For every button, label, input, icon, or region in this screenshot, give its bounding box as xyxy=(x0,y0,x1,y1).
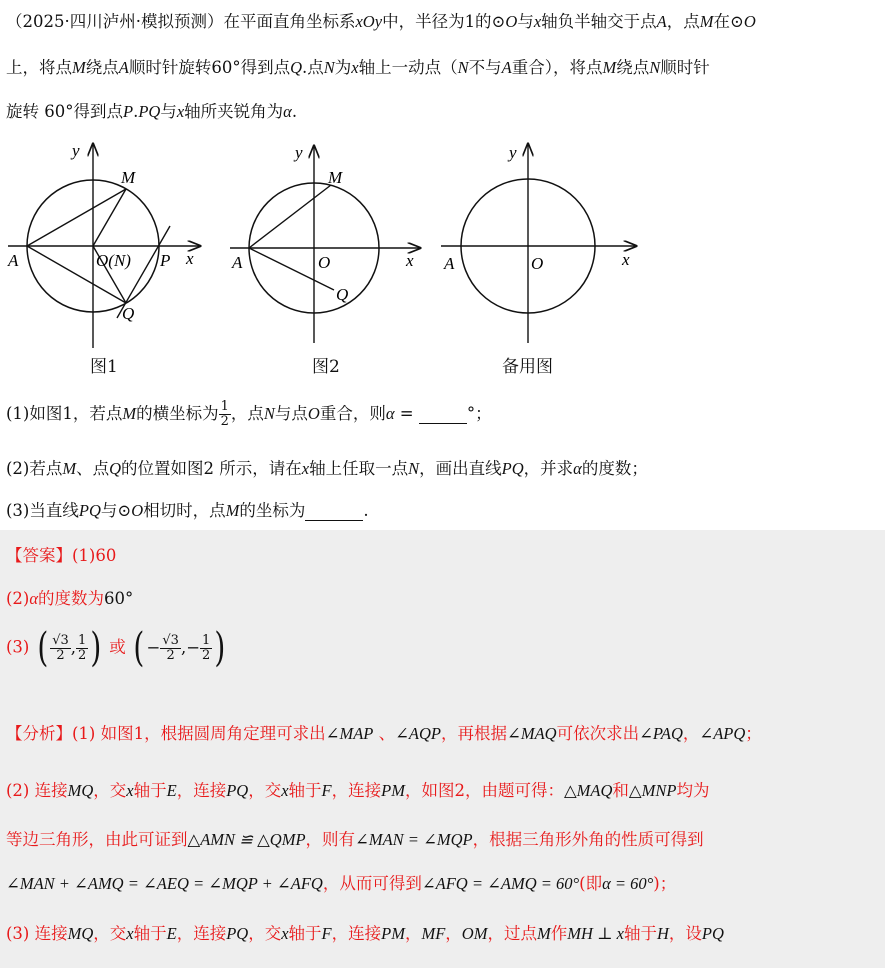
fig1-label-x: x xyxy=(186,249,194,268)
fig2-label-o: O xyxy=(318,253,331,272)
text: ，交 xyxy=(248,781,282,800)
text: 轴于 xyxy=(623,924,657,943)
math: F xyxy=(321,924,332,943)
analysis-2 xyxy=(6,777,709,801)
frac-1-2 xyxy=(76,634,88,662)
text: (3)当直线 xyxy=(6,501,79,520)
fig3-label-y: y xyxy=(509,143,517,162)
var-n: N xyxy=(457,58,469,77)
var-a: A xyxy=(656,12,667,31)
text: 、点 xyxy=(76,459,110,478)
math: PQ xyxy=(701,924,724,943)
math: x xyxy=(126,924,134,943)
text: 的度数； xyxy=(581,459,648,478)
analysis-tag: 【分析】 xyxy=(6,724,72,743)
text: 等边三角形，由此可证到 xyxy=(6,830,188,849)
frac-sqrt3-2 xyxy=(50,634,71,662)
or-text: 或 xyxy=(109,637,126,657)
fig1-label-m: M xyxy=(121,168,136,187)
answer-2-value: 60° xyxy=(104,589,134,608)
frac-den: 2 xyxy=(166,647,175,663)
math: MH ⊥ xyxy=(567,924,617,943)
text: 的坐标为 xyxy=(239,501,306,520)
var-p: P xyxy=(123,102,134,121)
var-x: x xyxy=(533,12,542,31)
var-alpha: α xyxy=(283,102,292,121)
fig2-am xyxy=(249,185,331,248)
fig3-label-o: O xyxy=(531,254,544,273)
frac-num: √3 xyxy=(162,632,179,648)
text: 的位置如图2 所示，请在 xyxy=(121,459,302,478)
text: ，则有 xyxy=(305,830,356,849)
text: 上，将点 xyxy=(6,58,72,77)
text: 轴于 xyxy=(133,781,167,800)
text: （2025·四川泸州·模拟预测）在平面直角坐标系 xyxy=(6,12,356,31)
answer-3 xyxy=(6,625,228,671)
math: E xyxy=(166,924,177,943)
text: 与 xyxy=(160,102,177,121)
math: PM xyxy=(381,924,405,943)
math: x xyxy=(281,781,289,800)
answer-1-text: (1)60 xyxy=(72,546,117,565)
math: α = 60° xyxy=(602,874,654,893)
math: ∠MAN = ∠MQP xyxy=(355,830,473,849)
math: ∠AQP xyxy=(395,724,442,743)
text: ，设 xyxy=(668,924,702,943)
var-xoy: xOy xyxy=(355,12,383,31)
math: OM xyxy=(461,924,488,943)
answer-tag: 【答案】 xyxy=(6,546,72,565)
text: 在⊙ xyxy=(713,12,744,31)
math: x xyxy=(281,924,289,943)
text: . xyxy=(363,501,369,520)
text: 和 xyxy=(612,781,629,800)
text: ，画出直线 xyxy=(419,459,502,478)
math: M xyxy=(536,924,551,943)
var-n: N xyxy=(649,58,661,77)
var-alpha: α xyxy=(385,404,395,423)
var-x: x xyxy=(176,102,185,121)
var-x: x xyxy=(351,58,359,77)
analysis-1 xyxy=(6,720,762,744)
math: MQ xyxy=(67,781,94,800)
text: ，如图2，由题可得： xyxy=(404,781,564,800)
fig2-label-m: M xyxy=(328,168,343,187)
analysis-5 xyxy=(6,920,724,944)
figure-3 xyxy=(441,143,636,343)
text: ，点 xyxy=(230,404,264,423)
fig1-label-p: P xyxy=(160,251,171,270)
text: 轴于 xyxy=(288,924,322,943)
text: 轴上任取一点 xyxy=(309,459,409,478)
math: ∠MAN + ∠AMQ = ∠AEQ = ∠MQP + ∠AFQ xyxy=(6,874,323,893)
fig1-mo xyxy=(93,189,126,246)
problem-line-3: 旋转 60°得到点P.PQ与x轴所夹锐角为α. xyxy=(6,102,298,121)
text: 重合，则 xyxy=(319,404,386,423)
text: ，连接 xyxy=(176,924,227,943)
text: 相切时，点 xyxy=(143,501,226,520)
var-m: M xyxy=(225,501,240,520)
fraction-half xyxy=(219,400,231,428)
var-m: M xyxy=(602,58,617,77)
var-pq: PQ xyxy=(501,459,524,478)
var-n: N xyxy=(408,459,420,478)
frac-num: 1 xyxy=(220,399,229,415)
var-m: M xyxy=(62,459,77,478)
math: ∠MAP xyxy=(325,724,374,743)
text: 与点 xyxy=(274,404,308,423)
text: 不与 xyxy=(468,58,502,77)
text: ，再根据 xyxy=(441,724,508,743)
answer-2 xyxy=(6,585,133,609)
math: MF xyxy=(421,924,446,943)
math: ∠MAQ xyxy=(507,724,557,743)
var-q: Q xyxy=(109,459,122,478)
text: ， xyxy=(445,924,462,943)
var-pq: PQ xyxy=(78,501,101,520)
comma: , xyxy=(180,637,187,657)
text: ，过点 xyxy=(487,924,537,943)
text: ，连接 xyxy=(331,924,382,943)
text: ，点 xyxy=(666,12,700,31)
var-alpha: α xyxy=(573,459,582,478)
text: ， xyxy=(682,724,700,743)
frac-den: 2 xyxy=(202,647,211,663)
analysis-3 xyxy=(6,826,704,850)
text: ，连接 xyxy=(176,781,227,800)
frac-den: 2 xyxy=(220,414,229,429)
text: 轴负半轴交于点 xyxy=(541,12,657,31)
text: = xyxy=(394,404,419,423)
text: 的横坐标为 xyxy=(136,404,219,423)
figure-2 xyxy=(230,143,420,343)
text: 轴于 xyxy=(288,781,322,800)
problem-line-2 xyxy=(6,54,710,78)
var-pq: PQ xyxy=(138,102,161,121)
var-n: N xyxy=(263,404,275,423)
text: ； xyxy=(745,724,762,743)
math: H xyxy=(656,924,669,943)
text: 可依次求出 xyxy=(556,724,640,743)
math: F xyxy=(321,781,332,800)
text: (1)如图1，若点 xyxy=(6,404,123,423)
fig2-caption: 图2 xyxy=(312,357,340,377)
var-o: O xyxy=(743,12,756,31)
var-m: M xyxy=(72,58,86,77)
frac-den: 2 xyxy=(78,647,87,663)
math: x xyxy=(126,781,134,800)
math: PQ xyxy=(226,781,249,800)
text: ，从而可得到 xyxy=(322,874,422,893)
var-o: O xyxy=(505,12,518,31)
text: 均为 xyxy=(676,781,710,800)
text: 绕点 xyxy=(85,58,119,77)
var-a: A xyxy=(501,58,512,77)
question-1 xyxy=(6,400,492,429)
math: ∠PAQ xyxy=(639,724,683,743)
frac-num: 1 xyxy=(78,632,87,648)
fig3-label-a: A xyxy=(444,254,455,273)
analysis-4 xyxy=(6,870,676,894)
comma: , xyxy=(70,637,77,657)
var-m: M xyxy=(122,404,137,423)
var-n: N xyxy=(323,58,335,77)
text: ，交 xyxy=(248,924,282,943)
answer-1 xyxy=(6,542,116,566)
fig1-label-q: Q xyxy=(122,304,135,323)
text: 顺时针 xyxy=(660,58,710,77)
math: ∠AFQ = ∠AMQ = 60° xyxy=(421,874,580,893)
fig1-caption: 图1 xyxy=(90,357,118,377)
minus: − xyxy=(186,637,201,657)
text: ，连接 xyxy=(331,781,382,800)
text: 轴于 xyxy=(133,924,167,943)
math: ∠APQ xyxy=(699,724,746,743)
math: PQ xyxy=(226,924,249,943)
text: (2)若点 xyxy=(6,459,63,478)
fig1-label-a: A xyxy=(8,251,19,270)
var-x: x xyxy=(301,459,310,478)
text: 中，半径为1的⊙ xyxy=(382,12,506,31)
var-m: M xyxy=(699,12,714,31)
text: ，根据三角形外角的性质可得到 xyxy=(472,830,704,849)
math: x xyxy=(616,924,624,943)
question-2 xyxy=(6,455,648,479)
var-o: O xyxy=(131,501,144,520)
text: ， xyxy=(404,924,422,943)
text: (即 xyxy=(579,874,603,893)
text: 与⊙ xyxy=(100,501,132,520)
answer-3-expression: ( $\frac{√3}{2}$ , $\frac{1}{2}$ ) xyxy=(36,625,102,671)
text: 轴上一动点（ xyxy=(358,58,458,77)
frac-sqrt3-2 xyxy=(160,634,181,662)
fig1-am xyxy=(27,189,126,246)
text: 顺时针旋转60°得到点 xyxy=(128,58,291,77)
text: ，并求 xyxy=(523,459,574,478)
text: .点 xyxy=(302,58,324,77)
text: (2) 连接 xyxy=(6,781,68,800)
math: △AMN ≌ △QMP xyxy=(187,830,306,849)
frac-1-2 xyxy=(200,634,212,662)
fig3-caption: 备用图 xyxy=(502,357,553,377)
frac-num: 1 xyxy=(202,632,211,648)
fig2-label-a: A xyxy=(232,253,243,272)
text: 与 xyxy=(517,12,534,31)
answer-blank-1 xyxy=(419,404,467,424)
var-alpha: α xyxy=(29,589,39,608)
fig1-label-y: y xyxy=(72,141,80,160)
text: 为 xyxy=(334,58,352,77)
text: (2) xyxy=(6,589,30,608)
fig3-label-x: x xyxy=(622,250,630,269)
frac-den: 2 xyxy=(56,647,65,663)
math: MQ xyxy=(67,924,94,943)
text: (1) 如图1，根据圆周角定理可求出 xyxy=(72,724,326,743)
text: ，交 xyxy=(93,924,127,943)
fig1-label-on: O(N) xyxy=(96,251,131,270)
text: ，交 xyxy=(93,781,127,800)
text: 旋转 60°得到点 xyxy=(6,102,123,121)
text: 绕点 xyxy=(616,58,650,77)
frac-num: √3 xyxy=(52,632,69,648)
fig2-label-x: x xyxy=(406,251,414,270)
figure-1 xyxy=(7,141,200,348)
minus: − xyxy=(146,637,161,657)
text: 作 xyxy=(550,924,568,943)
figures-svg xyxy=(0,138,885,378)
fig2-label-q: Q xyxy=(336,285,349,304)
math: △MAQ xyxy=(563,781,613,800)
text: °； xyxy=(466,404,492,423)
text: 轴所夹锐角为 xyxy=(184,102,284,121)
math: PM xyxy=(381,781,405,800)
var-o: O xyxy=(307,404,320,423)
text: 、 xyxy=(373,724,396,743)
var-q: Q xyxy=(290,58,303,77)
text: )； xyxy=(653,874,677,893)
math: △MNP xyxy=(628,781,677,800)
text: (3) xyxy=(6,637,30,657)
text: 的度数为 xyxy=(38,589,105,608)
fig2-label-y: y xyxy=(295,143,303,162)
question-3 xyxy=(6,497,369,521)
answer-blank-3 xyxy=(305,501,363,521)
text: . xyxy=(291,102,298,121)
text: (3) 连接 xyxy=(6,924,68,943)
text: 重合），将点 xyxy=(511,58,603,77)
answer-3-expression-2: ( − $\frac{√3}{2}$ ,− $\frac{1}{2}$ ) xyxy=(133,625,226,671)
problem-line-1 xyxy=(6,8,756,32)
var-a: A xyxy=(118,58,129,77)
math: E xyxy=(166,781,177,800)
